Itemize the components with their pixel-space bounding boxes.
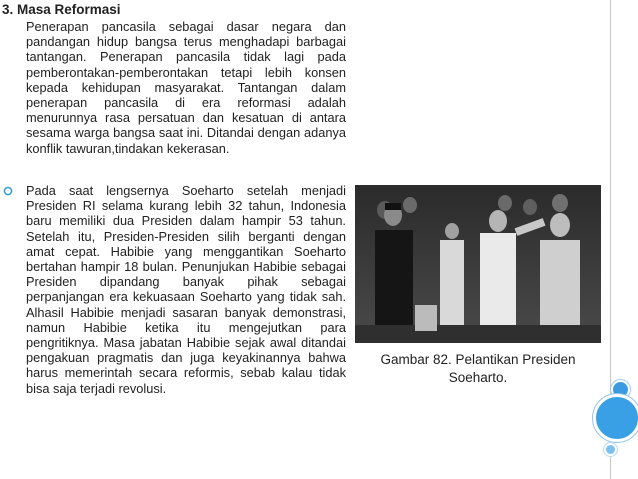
inauguration-photo [355,185,601,343]
decorative-circle-large [593,394,638,442]
section-heading: 3. Masa Reformasi [2,2,121,17]
paragraph-1: Penerapan pancasila sebagai dasar negara dan pandangan hidup bangsa terus menghadapi barbagai tantangan. Penerapan pancasila tidak lagi pada pemberontakan-pemberontakan tetapi lebih konsen kepada kehidupan masyarakat. Tantangan dalam penerapan pancasila di era reformasi adalah menurunnya rasa persatuan dan kesatuan di antara sesama warga bangsa saat ini. Ditandai dengan adanya konflik tawuran,tindakan kekerasan. [26,19,346,156]
decorative-circle-small [604,443,617,456]
figure-caption: Gambar 82. Pelantikan Presiden Soeharto. [380,352,576,385]
bullet-icon [3,186,13,196]
paragraph-2: Pada saat lengsernya Soeharto setelah menjadi Presiden RI selama kurang lebih 32 tahun, Indonesia baru memiliki dua Presiden dalam hampir 53 tahun. Setelah itu, Presiden-Presiden silih berganti dengan amat cepat. Habibie yang menggantikan Soeharto bertahan hampir 18 bulan. Penunjukan Habibie sebagai Presiden dipandang banyak pihak sebagai perpanjangan era kekuasaan Soeharto yang tidak sah. Alhasil Habibie menjadi sasaran banyak demonstrasi, namun Habibie ketika itu mengejutkan para pengritiknya. Masa jabatan Habibie sejak awal ditandai pengakuan pragmatis dan juga keyakinannya bahwa harus memerintah secara reformis, sebab kalau tidak bisa saja terjadi revolusi. [26,183,346,396]
